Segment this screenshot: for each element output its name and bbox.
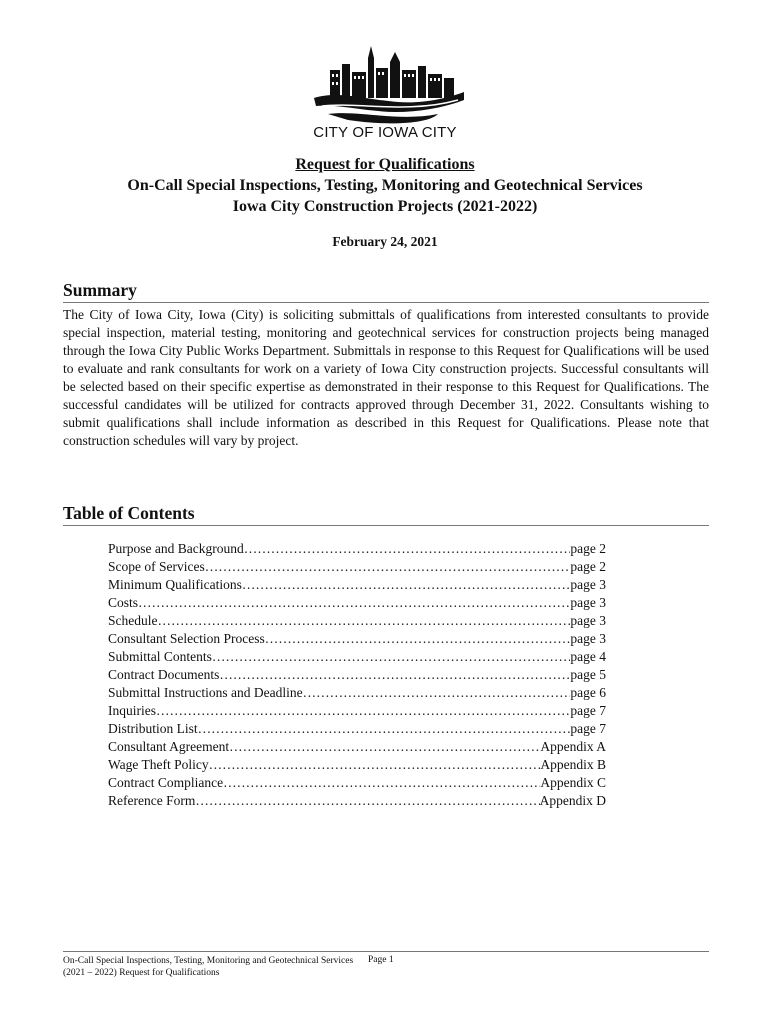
toc-item-label: Contract Compliance <box>108 775 224 790</box>
toc-item[interactable] <box>108 612 606 630</box>
toc-item-page: page 6 <box>570 685 606 700</box>
toc-leader <box>205 558 571 576</box>
toc-item-page: page 7 <box>570 721 606 736</box>
toc-leader <box>209 756 541 774</box>
toc-item-page: page 2 <box>570 559 606 574</box>
toc-item-label: Wage Theft Policy <box>108 757 209 772</box>
footer-divider <box>63 951 709 952</box>
toc-item-page: page 4 <box>570 649 606 664</box>
toc-item[interactable] <box>108 540 606 558</box>
toc-item-label: Minimum Qualifications <box>108 577 242 592</box>
toc-item-label: Scope of Services <box>108 559 205 574</box>
footer-page-number: Page 1 <box>368 955 394 965</box>
toc-leader <box>244 540 571 558</box>
toc-item[interactable] <box>108 774 606 792</box>
toc-item-label: Distribution List <box>108 721 198 736</box>
toc-leader <box>212 648 571 666</box>
toc-leader <box>265 630 571 648</box>
toc-item-page: page 3 <box>570 577 606 592</box>
document-date: February 24, 2021 <box>332 234 438 249</box>
toc-item-page: Appendix B <box>540 757 606 772</box>
toc-item-page: page 7 <box>570 703 606 718</box>
toc-item-label: Reference Form <box>108 793 196 808</box>
toc-leader <box>223 774 540 792</box>
toc-item-page: page 5 <box>570 667 606 682</box>
toc-item[interactable] <box>108 648 606 666</box>
summary-paragraph: The City of Iowa City, Iowa (City) is soliciting submittals of qualifications from interested consultants to provide special inspection, material testing, monitoring and geotechnical services for construction projects being managed through the Iowa City Public Works Department. Submittals in response to this Request for Qualifications will be used to evaluate and rank consultants for work on a variety of Iowa City construction projects. Successful consultants will be selected based on their specific expertise as demonstrated in their response to this Request for Qualifications. The successful candidates will be utilized for contracts approved through December 31, 2022. Consultants wishing to submit qualifications shall include information as described in this Request for Qualifications. Please note that construction schedules will vary by project. <box>63 307 709 448</box>
toc-item[interactable] <box>108 630 606 648</box>
toc-item-page: page 2 <box>570 541 606 556</box>
toc-item-label: Schedule <box>108 613 158 628</box>
summary-heading: Summary <box>63 280 709 303</box>
title-line-2: On-Call Special Inspections, Testing, Monitoring and Geotechnical Services <box>127 177 643 194</box>
toc-item-page: page 3 <box>570 595 606 610</box>
toc-item-label: Inquiries <box>108 703 156 718</box>
toc-item-page: page 3 <box>570 613 606 628</box>
toc-item[interactable] <box>108 792 606 810</box>
toc-item-label: Submittal Contents <box>108 649 212 664</box>
toc-item-label: Consultant Selection Process <box>108 631 265 646</box>
toc-leader <box>303 684 571 702</box>
city-name: CITY OF IOWA CITY <box>313 124 457 141</box>
toc-item[interactable] <box>108 756 606 774</box>
toc-item-label: Costs <box>108 595 139 610</box>
toc-leader <box>242 576 571 594</box>
toc-item-label: Contract Documents <box>108 667 220 682</box>
toc-item[interactable] <box>108 558 606 576</box>
toc-item[interactable] <box>108 738 606 756</box>
toc-item-page: page 3 <box>570 631 606 646</box>
toc-item[interactable] <box>108 720 606 738</box>
title-line-1: Request for Qualifications <box>295 156 475 173</box>
toc-item-page: Appendix A <box>540 739 606 754</box>
toc-leader <box>195 792 539 810</box>
table-of-contents <box>108 540 606 810</box>
footer-document-title: On-Call Special Inspections, Testing, Monitoring and Geotechnical Services (2021 – 2022) Request for Qualifications <box>63 956 354 978</box>
toc-item-page: Appendix C <box>540 775 606 790</box>
toc-item-label: Purpose and Background <box>108 541 244 556</box>
toc-item[interactable] <box>108 684 606 702</box>
toc-leader <box>198 720 571 738</box>
toc-item-label: Submittal Instructions and Deadline <box>108 685 303 700</box>
city-skyline-logo <box>308 40 468 128</box>
toc-leader <box>158 612 571 630</box>
title-line-3: Iowa City Construction Projects (2021-2022) <box>232 198 538 215</box>
toc-item[interactable] <box>108 594 606 612</box>
toc-heading: Table of Contents <box>63 503 709 526</box>
toc-item-label: Consultant Agreement <box>108 739 230 754</box>
toc-item[interactable] <box>108 666 606 684</box>
toc-leader <box>156 702 570 720</box>
toc-leader <box>138 594 570 612</box>
toc-item[interactable] <box>108 576 606 594</box>
toc-leader <box>229 738 540 756</box>
toc-leader <box>219 666 570 684</box>
toc-item-page: Appendix D <box>539 793 606 808</box>
document-title <box>0 154 770 217</box>
toc-item[interactable] <box>108 702 606 720</box>
